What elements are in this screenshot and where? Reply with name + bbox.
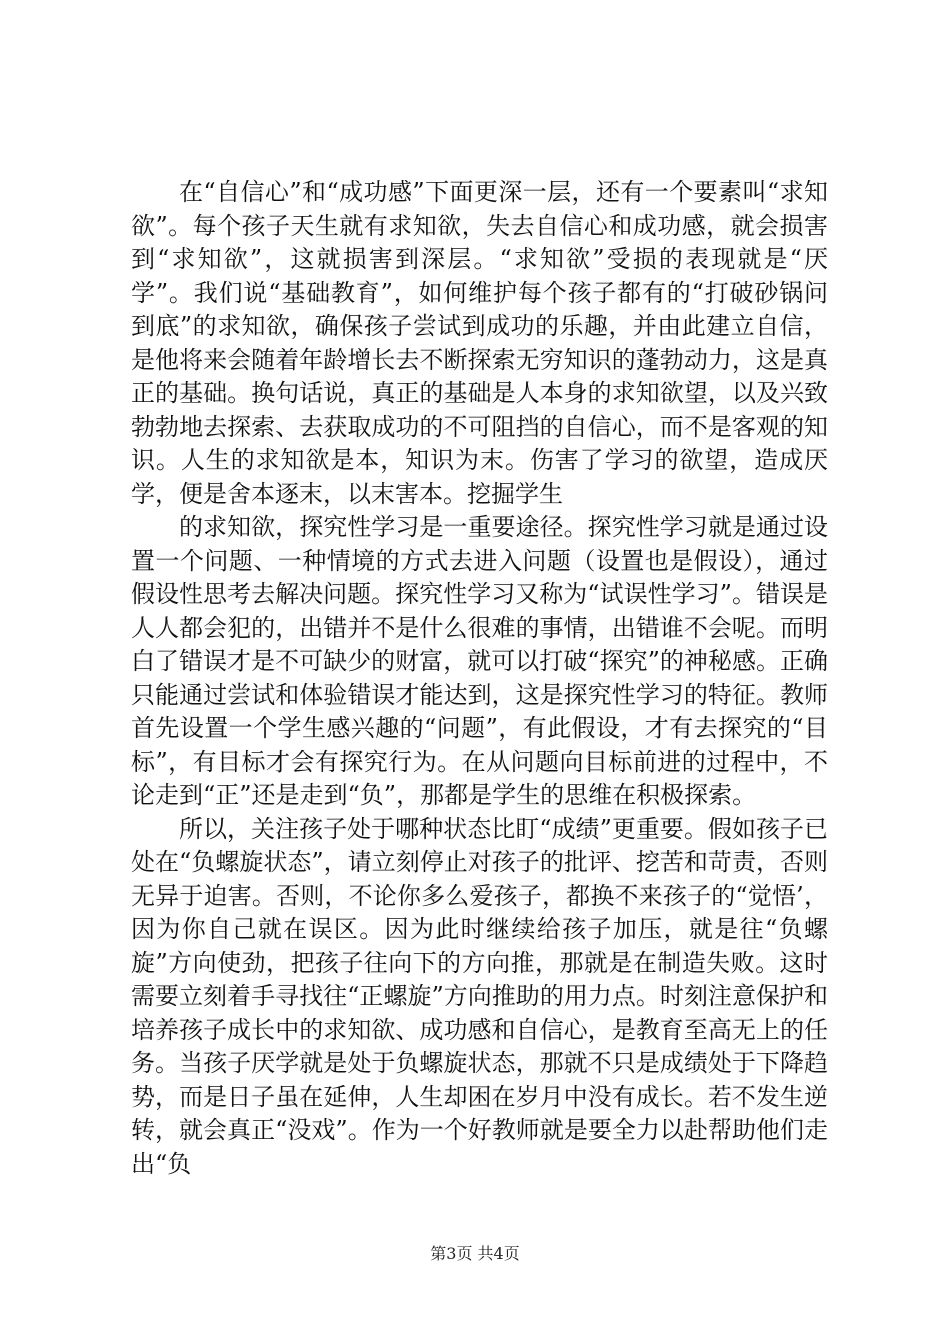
- document-body: [131, 176, 828, 1181]
- page-number-footer: 第3页 共4页: [430, 1244, 520, 1263]
- paragraph-2: 的求知欲，探究性学习是一重要途径。探究性学习就是通过设置一个问题、一种情境的方式去进入问题（设置也是假设），通过假设性思考去解决问题。探究性学习又称为“试误性学习”。错误是人人都会犯的，出错并不是什么很难的事情，出错谁不会呢。而明白了错误才是不可缺少的财富，就可以打破“探究”的神秘感。正确只能通过尝试和体验错误才能达到，这是探究性学习的特征。教师首先设置一个学生感兴趣的“问题”，有此假设，才有去探究的“目标”，有目标才会有探究行为。在从问题向目标前进的过程中，不论走到“正”还是走到“负”，那都是学生的思维在积极探索。: [131, 513, 828, 809]
- paragraph-1: 在“自信心”和“成功感”下面更深一层，还有一个要素叫“求知欲”。每个孩子天生就有求知欲，失去自信心和成功感，就会损害到“求知欲”，这就损害到深层。“求知欲”受损的表现就是“厌学”。我们说“基础教育”，如何维护每个孩子都有的“打破砂锅问到底”的求知欲，确保孩子尝试到成功的乐趣，并由此建立自信，是他将来会随着年龄增长去不断探索无穷知识的蓬勃动力，这是真正的基础。换句话说，真正的基础是人本身的求知欲望，以及兴致勃勃地去探索、去获取成功的不可阻挡的自信心，而不是客观的知识。人生的求知欲是本，知识为末。伤害了学习的欲望，造成厌学，便是舍本逐末，以末害本。挖掘学生: [131, 178, 828, 508]
- paragraph-3: 所以，关注孩子处于哪种状态比盯“成绩”更重要。假如孩子已处在“负螺旋状态”，请立刻停止对孩子的批评、挖苦和苛责，否则无异于迫害。否则，不论你多么爱孩子，都换不来孩子的“觉悟’，因为你自己就在误区。因为此时继续给孩子加压，就是往“负螺旋”方向使劲，把孩子往向下的方向推，那就是在制造失败。这时需要立刻着手寻找往“正螺旋”方向推助的用力点。时刻注意保护和培养孩子成长中的求知欲、成功感和自信心，是教育至高无上的任务。当孩子厌学就是处于负螺旋状态，那就不只是成绩处于下降趋势，而是日子虽在延伸，人生却困在岁月中没有成长。若不发生逆转，就会真正“没戏”。作为一个好教师就是要全力以赴帮助他们走出“负: [131, 814, 828, 1178]
